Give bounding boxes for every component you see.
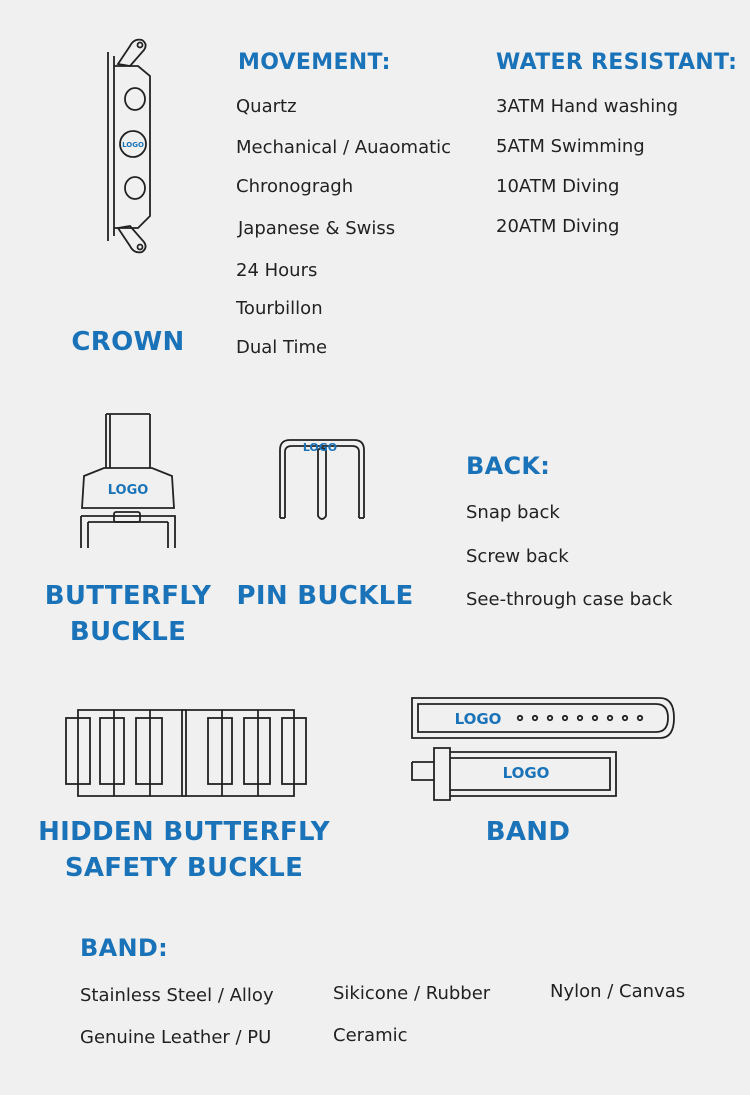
movement-item: Dual Time	[236, 337, 328, 358]
movement-item: Mechanical / Auaomatic	[236, 137, 452, 158]
crown-illustration	[100, 36, 160, 258]
back-item: Snap back	[466, 502, 560, 523]
movement-item: Japanese & Swiss	[238, 218, 396, 239]
band-illustration	[410, 696, 678, 802]
butterfly-logo: LOGO	[107, 483, 149, 498]
hidden-butterfly-illustration	[64, 706, 310, 800]
hidden-butterfly-title-line2: SAFETY BUCKLE	[64, 853, 304, 883]
back-title: BACK:	[466, 452, 551, 480]
band-item: Nylon / Canvas	[550, 981, 686, 1002]
band-item: Genuine Leather / PU	[80, 1027, 272, 1048]
water-item: 20ATM Diving	[496, 216, 620, 237]
movement-item: Quartz	[236, 96, 297, 117]
crown-logo: LOGO	[122, 141, 144, 149]
back-item: Screw back	[466, 546, 569, 567]
butterfly-title-line1: BUTTERFLY	[44, 581, 212, 611]
band-item: Sikicone / Rubber	[333, 983, 491, 1004]
pin-buckle-logo: LOGO	[302, 441, 338, 454]
movement-title: MOVEMENT:	[238, 50, 391, 75]
butterfly-buckle-title	[30, 578, 226, 650]
band-bottom-logo: LOGO	[502, 764, 550, 782]
hidden-butterfly-title	[24, 814, 344, 886]
movement-item: Chronogragh	[236, 176, 354, 197]
pin-buckle-illustration	[276, 436, 368, 524]
band-top-logo: LOGO	[454, 710, 502, 728]
pin-buckle-title: PIN BUCKLE	[236, 581, 414, 611]
back-item: See-through case back	[466, 589, 673, 610]
water-item: 3ATM Hand washing	[496, 96, 679, 117]
movement-item: Tourbillon	[236, 298, 323, 319]
butterfly-title-line2: BUCKLE	[69, 617, 187, 647]
water-resistant-title: WATER RESISTANT:	[496, 50, 738, 75]
movement-item: 24 Hours	[236, 260, 318, 281]
water-item: 5ATM Swimming	[496, 136, 645, 157]
band-item: Ceramic	[333, 1025, 408, 1046]
butterfly-buckle-illustration	[78, 412, 178, 552]
crown-title: CROWN	[71, 327, 185, 357]
band-item: Stainless Steel / Alloy	[80, 985, 274, 1006]
water-item: 10ATM Diving	[496, 176, 620, 197]
band-illustration-title: BAND	[485, 817, 571, 847]
band-title: BAND:	[80, 934, 168, 962]
hidden-butterfly-title-line1: HIDDEN BUTTERFLY	[38, 817, 330, 847]
